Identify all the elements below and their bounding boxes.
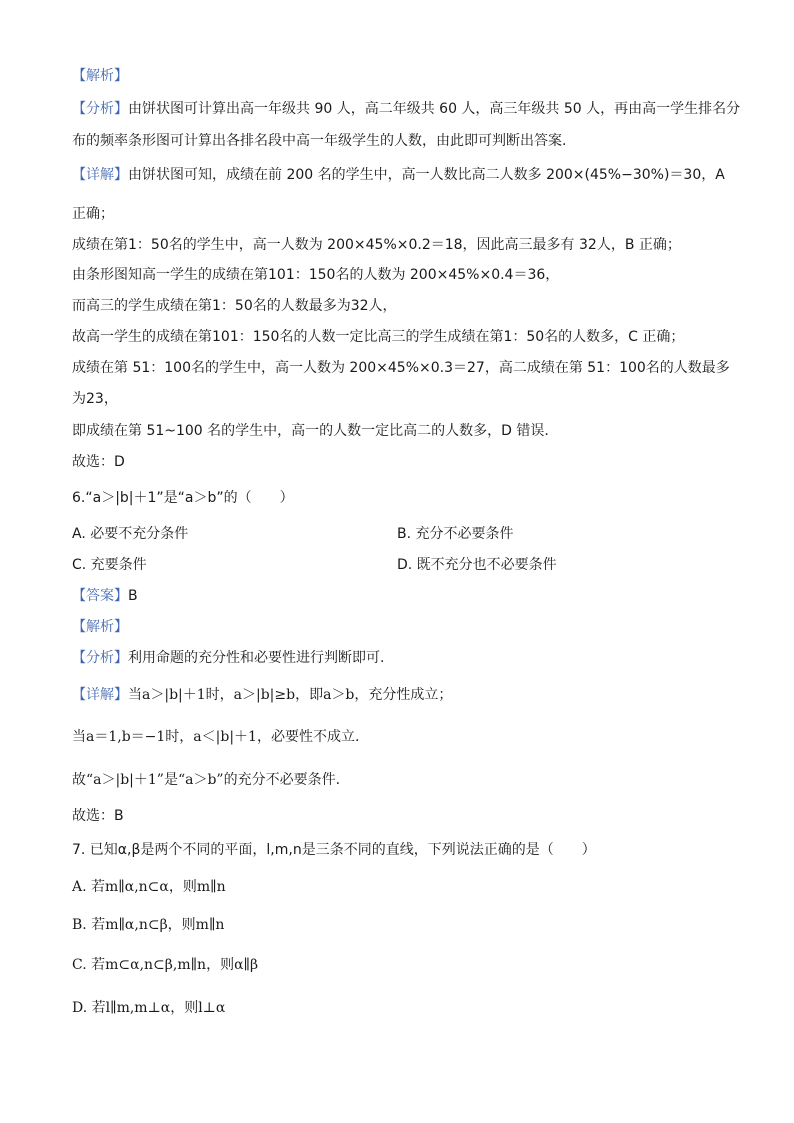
detail-text: 由饼状图可知，成绩在前 200 名的学生中，高一人数比高二人数多 200×(45%−30%)＝30，A xyxy=(128,167,725,183)
analysis-paragraph xyxy=(72,99,740,119)
detail-line: 而高三的学生成绩在第1：50名的人数最多为32人， xyxy=(72,298,397,314)
q7-option-d: D. 若l∥m,m⊥α，则l⊥α xyxy=(72,1000,226,1016)
analysis-tag: 【分析】 xyxy=(72,650,128,666)
detail-line: 当a＝1,b＝−1时，a＜|b|＋1，必要性不成立. xyxy=(72,729,360,745)
detail-line: 故高一学生的成绩在第101：150名的人数一定比高三的学生成绩在第1：50名的人数多，C 正确； xyxy=(72,329,685,345)
detail-line: 正确； xyxy=(72,206,114,222)
q7-option-c: C. 若m⊂α,n⊂β,m∥n，则α∥β xyxy=(72,957,259,973)
answer-tag: 【答案】 xyxy=(72,588,128,604)
detail-line: 即成绩在第 51~100 名的学生中，高一的人数一定比高二的人数多，D 错误. xyxy=(72,423,549,439)
answer-paragraph xyxy=(72,586,138,606)
detail-paragraph xyxy=(72,165,725,185)
detail-line: 成绩在第 51：100名的学生中，高一人数为 200×45%×0.3＝27，高二成绩在第 51：100名的人数最多 xyxy=(72,360,730,376)
question-6: 6.“a＞|b|＋1”是“a＞b”的（ ） xyxy=(72,490,294,506)
detail-line: 故“a＞|b|＋1”是“a＞b”的充分不必要条件. xyxy=(72,772,341,788)
section-header-jiexi: 【解析】 xyxy=(72,68,128,84)
detail-tag: 【详解】 xyxy=(72,167,128,183)
detail-line: 为23， xyxy=(72,391,118,407)
q6-option-d: D. 既不充分也不必要条件 xyxy=(397,557,557,573)
analysis-tag: 【分析】 xyxy=(72,101,128,117)
q6-option-a: A. 必要不充分条件 xyxy=(72,526,189,542)
section-header-jiexi: 【解析】 xyxy=(72,619,128,635)
detail-tag: 【详解】 xyxy=(72,687,128,703)
question-7: 7. 已知α,β是两个不同的平面，l,m,n是三条不同的直线，下列说法正确的是（ ） xyxy=(72,842,596,858)
analysis-paragraph xyxy=(72,648,384,668)
detail-line: 成绩在第1：50名的学生中，高一人数为 200×45%×0.2＝18，因此高三最多有 32人，B 正确； xyxy=(72,237,681,253)
q6-option-c: C. 充要条件 xyxy=(72,557,147,573)
answer-choice-line: 故选：D xyxy=(72,454,125,470)
q7-option-a: A. 若m∥α,n⊂α，则m∥n xyxy=(72,879,226,895)
q6-option-b: B. 充分不必要条件 xyxy=(397,526,514,542)
detail-line: 由条形图知高一学生的成绩在第101：150名的人数为 200×45%×0.4＝36， xyxy=(72,267,560,283)
detail-paragraph xyxy=(72,685,452,705)
detail-text: 当a＞|b|＋1时，a＞|b|≥b，即a＞b，充分性成立； xyxy=(128,687,453,703)
analysis-text-cont: 布的频率条形图可计算出各排名段中高一年级学生的人数，由此即可判断出答案. xyxy=(72,133,567,149)
q7-option-b: B. 若m∥α,n⊂β，则m∥n xyxy=(72,917,225,933)
analysis-text: 由饼状图可计算出高一年级共 90 人，高二年级共 60 人，高三年级共 50 人，再由高一学生排名分 xyxy=(128,101,741,117)
analysis-text: 利用命题的充分性和必要性进行判断即可. xyxy=(128,650,385,666)
answer-choice-line: 故选：B xyxy=(72,808,124,824)
answer-text: B xyxy=(128,588,138,604)
